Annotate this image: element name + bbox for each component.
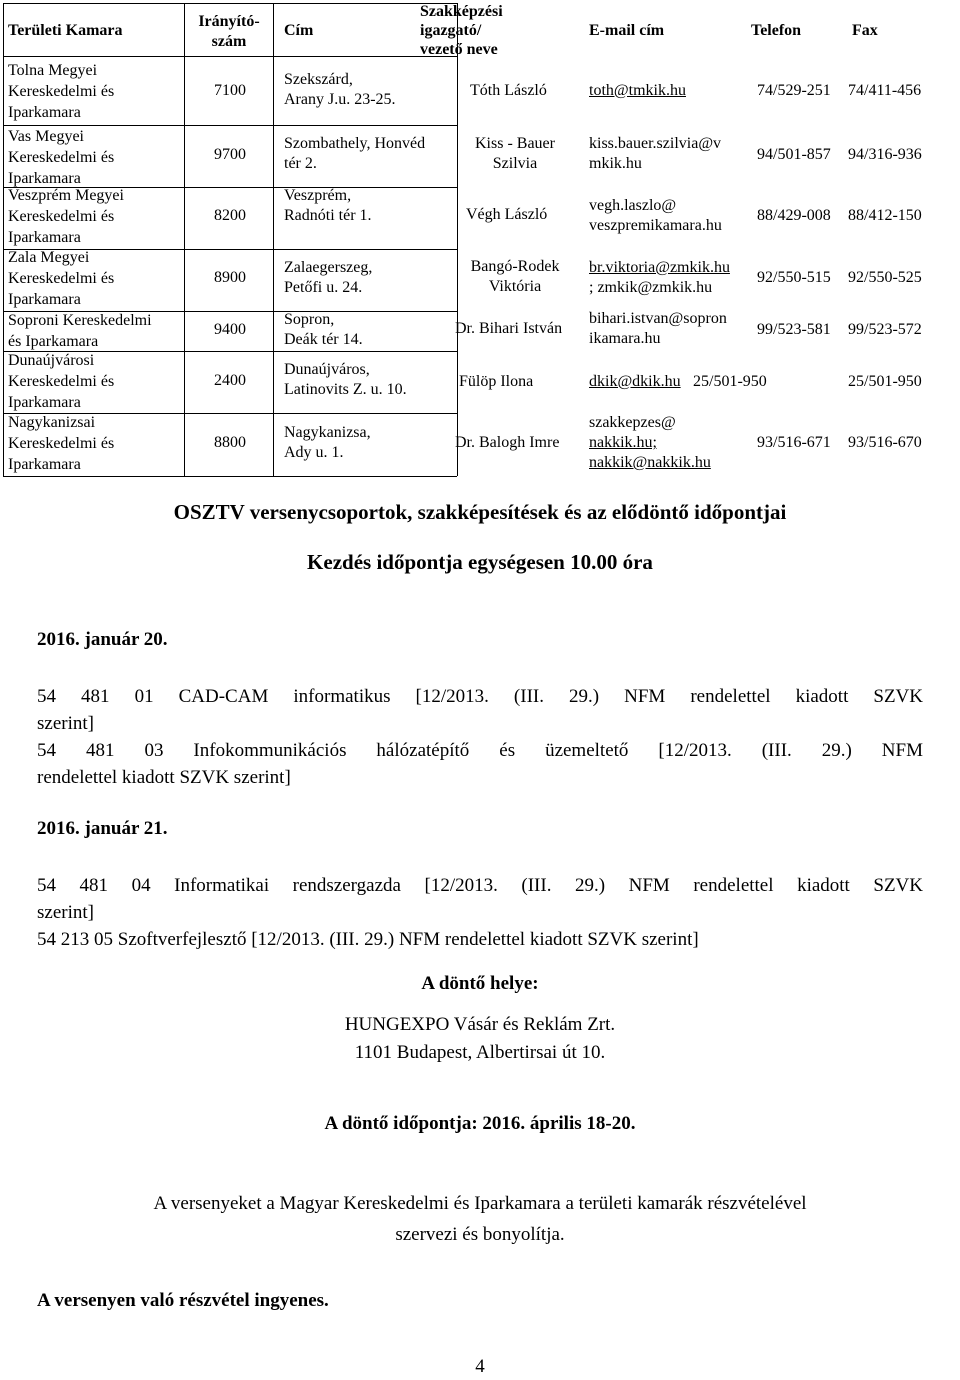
email-line: ; zmkik@zmkik.hu (589, 279, 713, 296)
organizer-line: A versenyeket a Magyar Kereskedelmi és Iparkamara a területi kamarák részvételével (153, 1193, 807, 1214)
email-line: br.viktoria@zmkik.hu (589, 259, 730, 276)
cell-chamber (8, 126, 114, 189)
chamber-line: Dunaújvárosi (8, 352, 95, 369)
page-number: 4 (475, 1356, 485, 1377)
cell-director (460, 134, 570, 174)
cell-fax: 88/412-150 (848, 207, 922, 224)
chamber-line: Iparkamara (8, 104, 81, 121)
qualification-line: 54 213 05 Szoftverfejlesztő [12/2013. (III. 29.) NFM rendelettel kiadott SZVK szerint] (37, 929, 699, 950)
cell-phone: 25/501-950 (693, 373, 767, 390)
qualification-line: 54 481 03 Infokommunikációs hálózatépítő és üzemeltető [12/2013. (III. 29.) NFM (37, 740, 923, 761)
chamber-line: Iparkamara (8, 291, 81, 308)
section-title: OSZTV versenycsoportok, szakképesítések és az elődöntő időpontjai (173, 500, 787, 524)
cell-zip: 8900 (214, 269, 246, 286)
address-line: Radnóti tér 1. (284, 207, 372, 224)
qualification-line: 54 481 04 Informatikai rendszergazda [12/2013. (III. 29.) NFM rendelettel kiadott SZVK (37, 875, 923, 896)
cell-director: Tóth László (470, 82, 547, 99)
cell-zip: 9400 (214, 321, 246, 338)
header-zip-line: Irányító- (198, 13, 260, 30)
chamber-line: és Iparkamara (8, 333, 99, 350)
email-link[interactable] (589, 134, 721, 174)
cell-zip: 9700 (214, 146, 246, 163)
email-line: vegh.laszlo@ (589, 197, 677, 214)
email-link[interactable]: dkik@dkik.hu (589, 373, 681, 390)
cell-address (284, 310, 363, 350)
qualification-line: 54 481 01 CAD-CAM informatikus [12/2013. (III. 29.) NFM rendelettel kiadott SZVK (37, 686, 923, 707)
organizer-line: szervezi és bonyolítja. (395, 1224, 565, 1245)
cell-address (284, 134, 425, 174)
cell-chamber (8, 60, 114, 123)
email-line: mkik.hu (589, 155, 642, 172)
header-director-line: igazgató/ (420, 22, 482, 39)
final-place-label: A döntő helye: (421, 973, 539, 994)
table-border-top (3, 3, 457, 4)
qualification-list (37, 872, 923, 953)
qualification-list (37, 683, 923, 791)
cell-fax: 94/316-936 (848, 146, 922, 163)
chamber-line: Kereskedelmi és (8, 83, 115, 100)
cell-chamber (8, 310, 152, 352)
table-divider (273, 3, 274, 476)
chamber-line: Kereskedelmi és (8, 373, 115, 390)
table-divider (457, 3, 458, 476)
cell-address (284, 70, 396, 110)
cell-chamber (8, 412, 114, 475)
address-line: Szombathely, Honvéd (284, 135, 426, 152)
address-line: Szekszárd, (284, 71, 353, 88)
header-address: Cím (284, 22, 314, 39)
cell-fax: 99/523-572 (848, 321, 922, 338)
address-line: Ady u. 1. (284, 444, 344, 461)
cell-fax: 25/501-950 (848, 373, 922, 390)
chamber-line: Soproni Kereskedelmi (8, 312, 152, 329)
email-line: nakkik@nakkik.hu (589, 454, 711, 471)
cell-phone: 92/550-515 (757, 269, 831, 286)
chamber-line: Vas Megyei (8, 128, 84, 145)
cell-address (284, 360, 407, 400)
address-line: Nagykanizsa, (284, 424, 371, 441)
cell-director (460, 257, 570, 297)
email-link[interactable] (589, 309, 727, 349)
cell-address (284, 423, 371, 463)
cell-phone: 99/523-581 (757, 321, 831, 338)
header-phone: Telefon (751, 22, 802, 39)
header-zip (186, 12, 272, 52)
email-link[interactable]: toth@tmkik.hu (589, 82, 686, 99)
chamber-line: Kereskedelmi és (8, 208, 115, 225)
cell-director: Végh László (466, 206, 548, 223)
chamber-line: Iparkamara (8, 456, 81, 473)
cell-director: Dr. Balogh Imre (455, 434, 560, 451)
email-link[interactable] (589, 413, 711, 473)
header-email: E-mail cím (589, 22, 665, 39)
cell-zip: 8200 (214, 207, 246, 224)
address-line: tér 2. (284, 155, 317, 172)
table-border-bottom (3, 476, 457, 477)
cell-chamber (8, 247, 114, 310)
table-row-divider (3, 56, 457, 57)
chamber-line: Iparkamara (8, 229, 81, 246)
header-fax: Fax (852, 22, 878, 39)
email-line: kiss.bauer.szilvia@v (589, 135, 722, 152)
header-director (420, 2, 503, 59)
header-chamber: Területi Kamara (8, 22, 123, 39)
qualification-line: rendelettel kiadott SZVK szerint] (37, 767, 291, 788)
address-line: Latinovits Z. u. 10. (284, 381, 407, 398)
chamber-line: Kereskedelmi és (8, 149, 115, 166)
date-heading: 2016. január 20. (37, 629, 168, 650)
address-line: Sopron, (284, 311, 335, 328)
address-line: Arany J.u. 23-25. (284, 91, 396, 108)
email-line: bihari.istvan@sopron (589, 310, 727, 327)
cell-address (284, 186, 372, 226)
cell-zip: 8800 (214, 434, 246, 451)
section-subtitle: Kezdés időpontja egységesen 10.00 óra (307, 550, 653, 574)
table-border-left (3, 3, 4, 476)
director-line: Bangó-Rodek (470, 258, 560, 275)
chamber-line: Iparkamara (8, 394, 81, 411)
cell-fax: 74/411-456 (848, 82, 922, 99)
chamber-line: Kereskedelmi és (8, 435, 115, 452)
chamber-line: Veszprém Megyei (8, 187, 124, 204)
date-heading: 2016. január 21. (37, 818, 168, 839)
header-director-line: Szakképzési (420, 3, 503, 20)
cell-phone: 88/429-008 (757, 207, 831, 224)
cell-chamber (8, 350, 114, 413)
address-line: Petőfi u. 24. (284, 279, 363, 296)
qualification-line: szerint] (37, 902, 94, 923)
table-divider (184, 3, 185, 476)
email-line: szakkepzes@ (589, 414, 676, 431)
cell-phone: 93/516-671 (757, 434, 831, 451)
cell-fax: 92/550-525 (848, 269, 922, 286)
organizer-text (0, 1190, 960, 1248)
email-line: veszpremikamara.hu (589, 217, 722, 234)
final-date: A döntő időpontja: 2016. április 18-20. (324, 1113, 636, 1134)
final-place-address: 1101 Budapest, Albertirsai út 10. (354, 1042, 606, 1063)
cell-address (284, 258, 372, 298)
address-line: Zalaegerszeg, (284, 259, 373, 276)
chamber-line: Iparkamara (8, 170, 81, 187)
chamber-line: Nagykanizsai (8, 414, 96, 431)
director-line: Viktória (488, 278, 542, 295)
email-link[interactable] (589, 258, 730, 298)
cell-fax: 93/516-670 (848, 434, 922, 451)
email-link[interactable] (589, 196, 722, 236)
email-line: ikamara.hu (589, 330, 661, 347)
cell-director: Fülöp Ilona (459, 373, 534, 390)
cell-phone: 74/529-251 (757, 82, 831, 99)
participation-note: A versenyen való részvétel ingyenes. (37, 1290, 329, 1311)
cell-zip: 2400 (214, 372, 246, 389)
cell-phone: 94/501-857 (757, 146, 831, 163)
director-line: Kiss - Bauer (475, 135, 555, 152)
chamber-line: Kereskedelmi és (8, 270, 115, 287)
header-zip-line: szám (211, 33, 247, 50)
qualification-line: szerint] (37, 713, 94, 734)
header-director-line: vezető neve (420, 41, 498, 58)
address-line: Deák tér 14. (284, 331, 363, 348)
email-line: nakkik.hu; (589, 434, 657, 451)
final-place-name: HUNGEXPO Vásár és Reklám Zrt. (344, 1014, 616, 1035)
cell-zip: 7100 (214, 82, 246, 99)
cell-director: Dr. Bihari István (455, 320, 563, 337)
address-line: Dunaújváros, (284, 361, 370, 378)
chamber-line: Tolna Megyei (8, 62, 98, 79)
chamber-line: Zala Megyei (8, 249, 90, 266)
cell-chamber (8, 185, 124, 248)
address-line: Veszprém, (284, 187, 352, 204)
director-line: Szilvia (492, 155, 538, 172)
